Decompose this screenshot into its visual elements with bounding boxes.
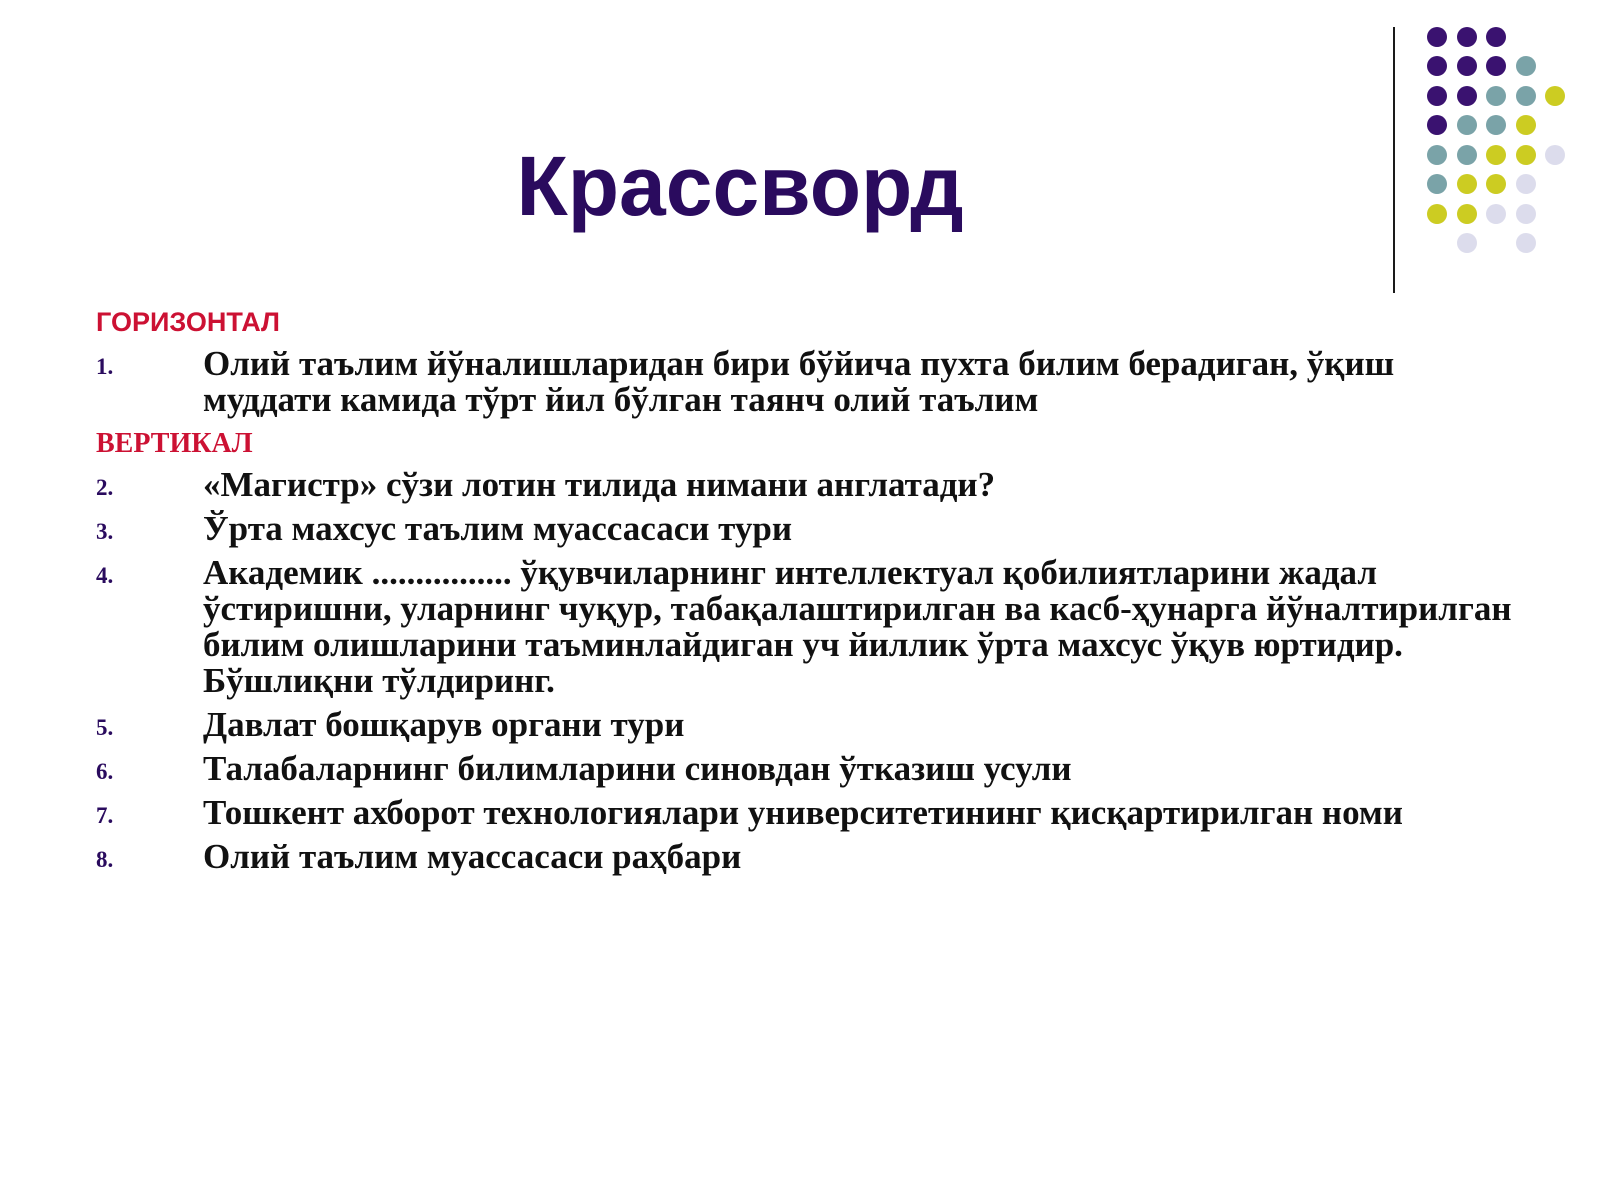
dot [1457, 145, 1477, 165]
list-item [96, 704, 1516, 744]
dot [1457, 233, 1477, 253]
dot [1457, 56, 1477, 76]
dot [1427, 145, 1447, 165]
dot [1516, 204, 1536, 224]
item-text: Ўрта махсус таълим муассасаси тури [203, 508, 793, 548]
dot [1516, 233, 1536, 253]
dot [1427, 27, 1447, 47]
dot [1516, 56, 1536, 76]
item-number: 3. [96, 518, 114, 544]
dot [1486, 115, 1506, 135]
dot [1486, 145, 1506, 165]
vertical-list [96, 464, 1516, 876]
dot [1516, 86, 1536, 106]
dot [1457, 86, 1477, 106]
list-item [96, 343, 1516, 419]
item-number: 2. [96, 474, 114, 500]
section-label-horizontal: ГОРИЗОНТАЛ [96, 307, 280, 337]
dot [1516, 115, 1536, 135]
dot [1516, 174, 1536, 194]
item-number: 4. [96, 562, 114, 588]
dot [1486, 204, 1506, 224]
item-text: Тошкент ахборот технологиялари университетининг қисқартирилган номи [203, 792, 1403, 832]
dot [1486, 174, 1506, 194]
title-divider [1393, 27, 1395, 293]
dot [1486, 86, 1506, 106]
dot [1516, 145, 1536, 165]
item-text: Олий таълим муассасаси раҳбари [203, 836, 742, 876]
dot [1457, 115, 1477, 135]
dot [1427, 86, 1447, 106]
item-text: Олий таълим йўналишларидан бири бўйича пухта билим берадиган, ўқиш муддати камида тўрт йил бўлган таянч олий таълим [203, 343, 1395, 419]
dot [1545, 145, 1565, 165]
dot [1427, 174, 1447, 194]
list-item [96, 748, 1516, 788]
list-item [96, 508, 1516, 548]
horizontal-list [96, 343, 1516, 419]
list-item [96, 836, 1516, 876]
item-text: «Магистр» сўзи лотин тилида нимани англатади? [203, 464, 996, 504]
dot [1486, 27, 1506, 47]
item-text: Талабаларнинг билимларини синовдан ўтказиш усули [203, 748, 1072, 788]
decorative-dot-grid [1400, 20, 1590, 270]
dot [1486, 56, 1506, 76]
dot [1457, 27, 1477, 47]
dot [1427, 204, 1447, 224]
item-number: 6. [96, 758, 114, 784]
item-text: Академик ................ ўқувчиларнинг интеллектуал қобилиятларини жадал ўстиришни, уларнинг чуқур, табақалаштирилган ва касб-ҳунарга йўналтирилган билим олишларини таъминлайдиган уч йиллик ўрта махсус ўқув юртидир. Бўшлиқни тўлдиринг. [203, 552, 1512, 700]
list-item [96, 552, 1516, 700]
crossword-questions [96, 300, 1516, 883]
section-label-vertical: ВЕРТИКАЛ [96, 427, 253, 459]
item-number: 5. [96, 714, 114, 740]
item-number: 7. [96, 802, 114, 828]
dot [1457, 204, 1477, 224]
item-text: Давлат бошқарув органи тури [203, 704, 685, 744]
list-item [96, 792, 1516, 832]
dot [1457, 174, 1477, 194]
item-number: 8. [96, 846, 114, 872]
item-number: 1. [96, 353, 114, 379]
list-item [96, 464, 1516, 504]
dot [1545, 86, 1565, 106]
slide-title: Крассворд [516, 139, 964, 233]
dot [1427, 56, 1447, 76]
dot [1427, 115, 1447, 135]
